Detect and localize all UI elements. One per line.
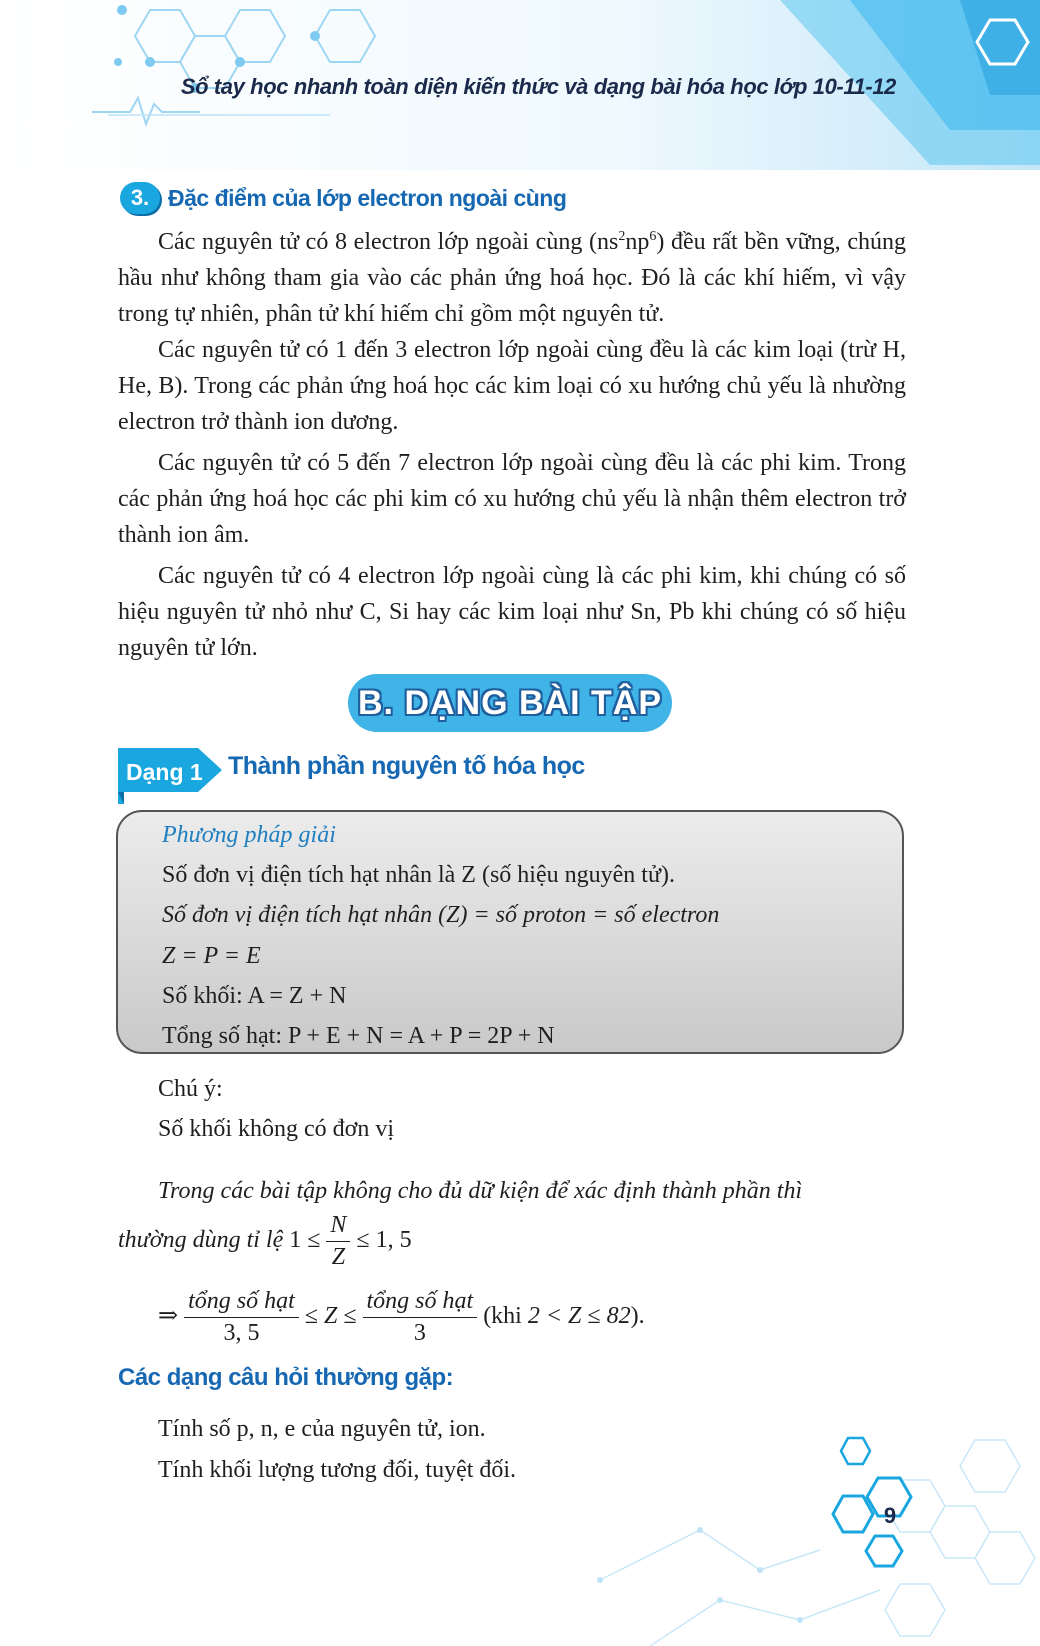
ratio-formula: thường dùng tỉ lệ 1 ≤ $\frac{N}{Z}$ ≤ 1, 5 bbox=[118, 1212, 412, 1270]
section-3-heading bbox=[120, 180, 566, 216]
ratio-sentence: Trong các bài tập không cho đủ dữ kiện để xác định thành phần thì bbox=[158, 1178, 803, 1204]
section-b-title: B. DẠNG BÀI TẬP bbox=[358, 683, 662, 722]
footer-hexagon-decoration bbox=[0, 1420, 1040, 1646]
dang-1-tab bbox=[118, 748, 226, 808]
method-heading: Phương pháp giải bbox=[162, 822, 336, 848]
paragraph-group4: Các nguyên tử có 4 electron lớp ngoài cùng là các phi kim, khi chúng có số hiệu nguyên tử nhỏ như C, Si hay các kim loại như Sn, Pb khi chúng có số hiệu nguyên tử lớn. bbox=[118, 563, 906, 661]
note-text: Số khối không có đơn vị bbox=[158, 1116, 395, 1142]
method-line-1: Số đơn vị điện tích hạt nhân là Z (số hiệu nguyên tử). bbox=[162, 862, 675, 888]
method-line-4: Số khối: A = Z + N bbox=[162, 983, 347, 1009]
paragraph-noble-gas: Các nguyên tử có 8 electron lớp ngoài cùng $(ns^2np^6)$ đều rất bền vững, chúng hầu như không tham gia vào các phản ứng hoá học. Đó là các khí hiếm, vì vậy trong tự nhiên, phân tử khí hiếm chỉ gồm một nguyên tử. bbox=[118, 229, 906, 327]
paragraph-metals: Các nguyên tử có 1 đến 3 electron lớp ngoài cùng đều là các kim loại (trừ H, He, B). Trong các phản ứng hoá học các kim loại có xu hướng chủ yếu là nhường electron trở thành ion dương. bbox=[118, 337, 906, 435]
section-number-badge: 3. bbox=[120, 182, 160, 214]
method-box bbox=[116, 810, 904, 1054]
page-number: 9 bbox=[883, 1503, 897, 1528]
method-line-5: Tổng số hạt: P + E + N = A + P = 2P + N bbox=[162, 1023, 555, 1049]
section-b-banner bbox=[348, 674, 672, 732]
bounds-right-fraction: $\frac{\text{tổng số hạt}}{3}$ bbox=[363, 1288, 478, 1347]
note-label: Chú ý: bbox=[158, 1076, 223, 1102]
method-line-2: Số đơn vị điện tích hạt nhân (Z) = số proton = số electron bbox=[162, 902, 720, 928]
book-title: Sổ tay học nhanh toàn diện kiến thức và dạng bài hóa học lớp 10-11-12 bbox=[180, 74, 896, 99]
paragraph-nonmetals: Các nguyên tử có 5 đến 7 electron lớp ngoài cùng đều là các phi kim. Trong các phản ứng hoá học các phi kim có xu hướng chủ yếu là nhận thêm electron trở thành ion âm. bbox=[118, 450, 906, 548]
bounds-left-fraction: $\frac{\text{tổng số hạt}}{3, 5}$ bbox=[184, 1288, 299, 1347]
method-line-3: Z = P = E bbox=[162, 943, 261, 969]
bounds-formula: ⇒ $\frac{\text{tổng số hạt}}{3, 5}$ ≤ Z ≤ $\frac{\text{tổng số hạt}}{3}$ (khi 2 < Z ≤ 82). bbox=[158, 1288, 645, 1346]
common-questions-title: Các dạng câu hỏi thường gặp: bbox=[118, 1364, 454, 1391]
common-question-1: Tính số p, n, e của nguyên tử, ion. bbox=[158, 1416, 486, 1442]
dang-1-tab-label: Dạng 1 bbox=[126, 759, 203, 785]
section-title: Đặc điểm của lớp electron ngoài cùng bbox=[168, 184, 567, 211]
ratio-fraction: $\frac{N}{Z}$ bbox=[326, 1212, 350, 1271]
common-question-2: Tính khối lượng tương đối, tuyệt đối. bbox=[158, 1457, 517, 1483]
dang-1-title: Thành phần nguyên tố hóa học bbox=[228, 752, 585, 780]
